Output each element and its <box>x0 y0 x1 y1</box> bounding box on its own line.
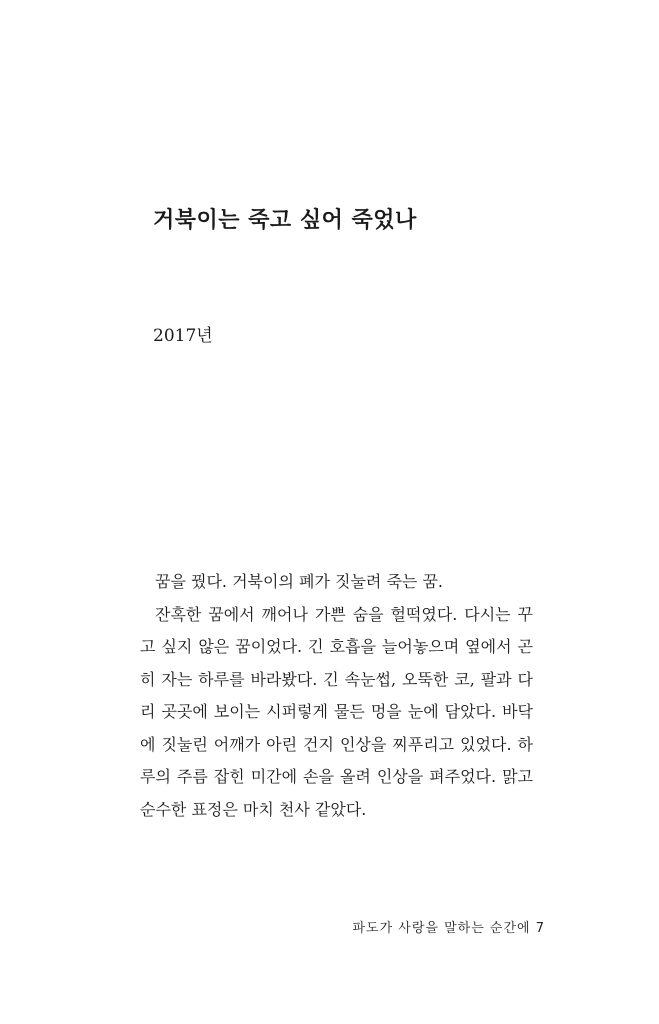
paragraph: 꿈을 꿨다. 거북이의 폐가 짓눌려 죽는 꿈. <box>155 572 443 591</box>
page-number: 7 <box>535 921 545 936</box>
running-footer <box>352 917 545 936</box>
chapter-year: 2017년 <box>153 326 213 346</box>
chapter-title: 거북이는 죽고 싶어 죽었나 <box>153 208 417 233</box>
running-title: 파도가 사랑을 말하는 순간에 <box>352 921 531 936</box>
paragraph: 잔혹한 꿈에서 깨어나 가쁜 숨을 헐떡였다. 다시는 꾸고 싶지 않은 꿈이었다. 긴 호흡을 늘어놓으며 옆에서 곤히 자는 하루를 바라봤다. 긴 속눈썹, 오뚝한 코, 팔과 다리 곳곳에 보이는 시퍼렇게 물든 멍을 눈에 담았다. 바닥에 짓눌린 어깨가 아린 건지 인상을 찌푸리고 있었다. 하루의 주름 잡힌 미간에 손을 올려 인상을 펴주었다. 맑고 순수한 표정은 마치 천사 같았다. <box>140 604 533 819</box>
body-text <box>140 566 533 826</box>
